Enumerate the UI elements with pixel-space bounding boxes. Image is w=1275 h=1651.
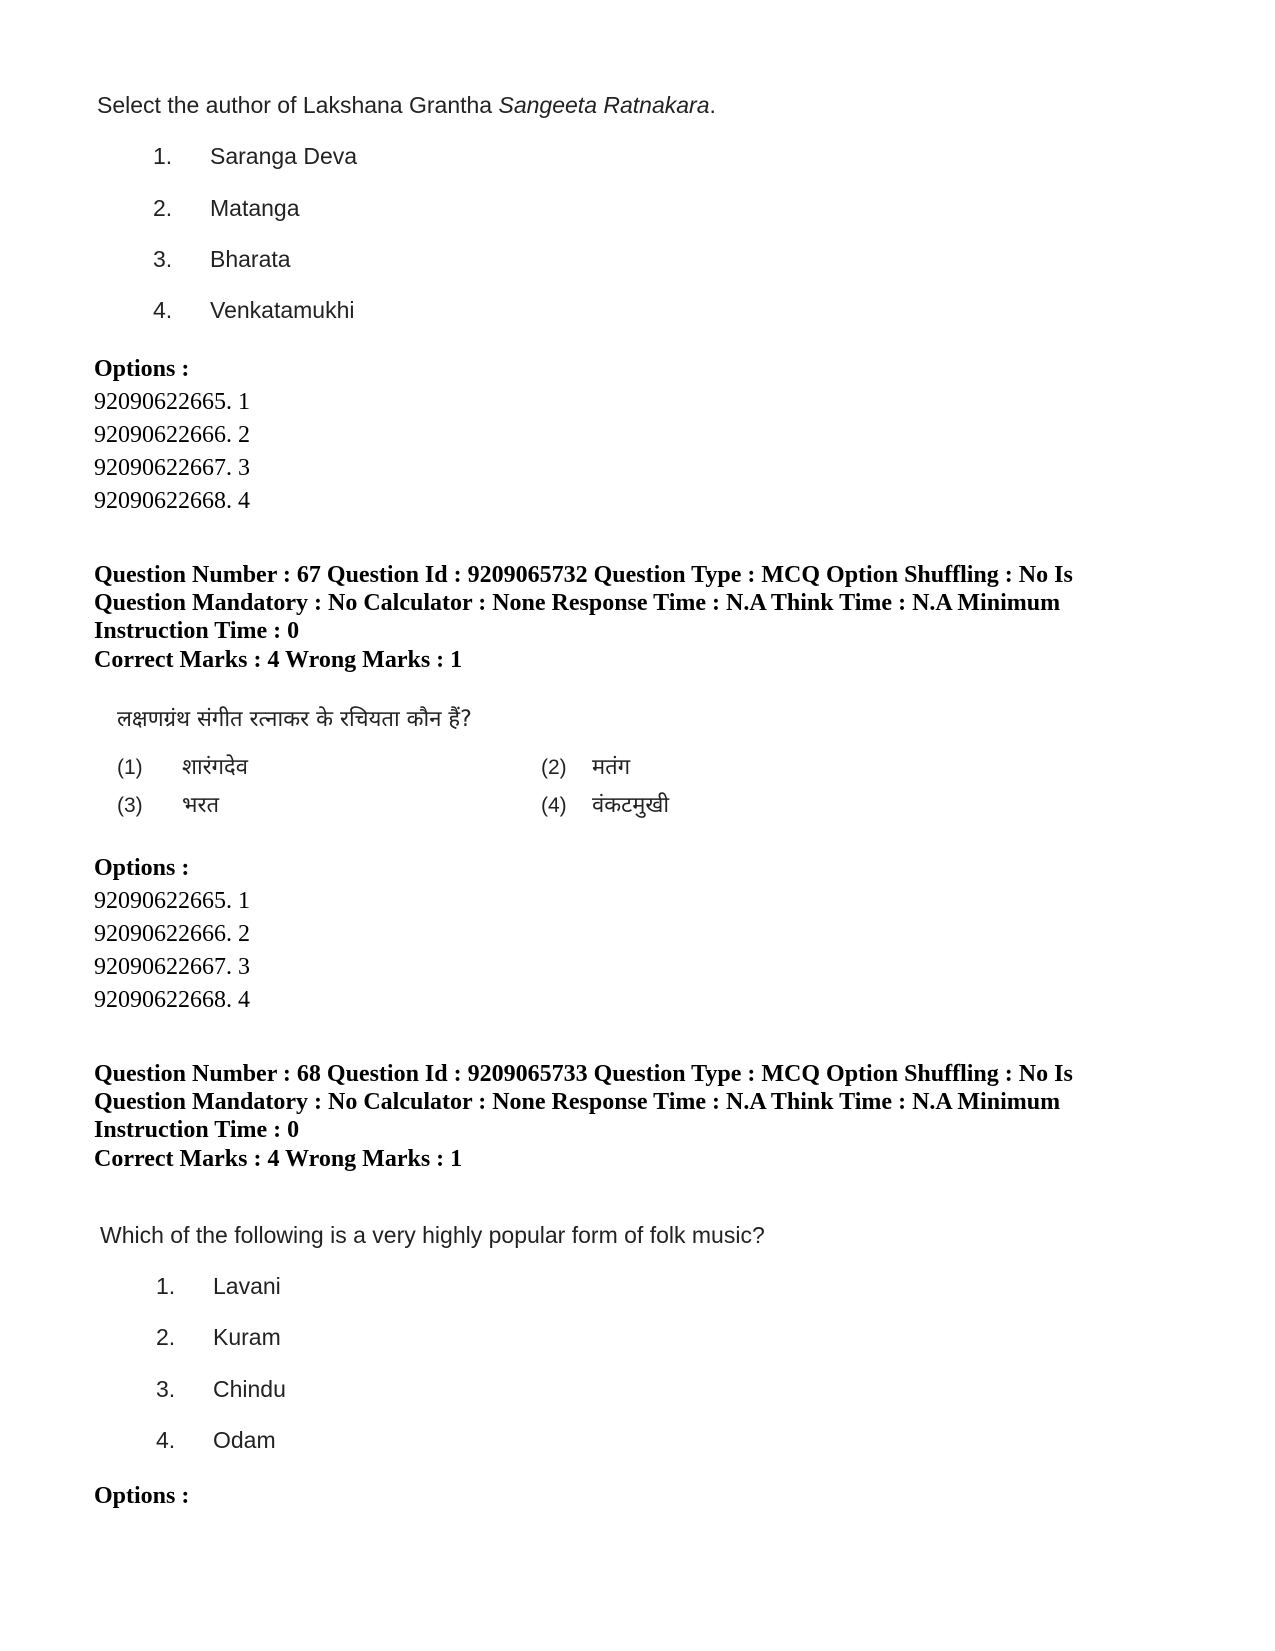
option-row: 92090622666. 2: [94, 422, 250, 448]
option-row: 92090622667. 3: [94, 954, 250, 980]
q67-choice-3: (3) भरत: [117, 793, 220, 818]
q66-options-label: Options :: [94, 356, 190, 382]
option-row: 92090622667. 3: [94, 455, 250, 481]
q68-marks: Correct Marks : 4 Wrong Marks : 1: [94, 1146, 463, 1172]
option-row: 92090622665. 1: [94, 888, 250, 914]
q67-meta: Question Number : 67 Question Id : 9209065732 Question Type : MCQ Option Shuffling : No Is Question Mandatory : No Calculator : None Response Time : N.A Think Time : N.A Minimum Instruction Time : 0: [94, 562, 1073, 644]
q66-choice-1: 1. Saranga Deva: [153, 143, 358, 169]
q68-options-label: Options :: [94, 1483, 190, 1509]
option-row: 92090622666. 2: [94, 921, 250, 947]
q66-choice-4: 4. Venkatamukhi: [153, 297, 355, 323]
q66-choice-3: 3. Bharata: [153, 246, 291, 272]
option-row: 92090622668. 4: [94, 488, 250, 514]
q68-meta: Question Number : 68 Question Id : 9209065733 Question Type : MCQ Option Shuffling : No Is Question Mandatory : No Calculator : None Response Time : N.A Think Time : N.A Minimum Instruction Time : 0: [94, 1061, 1073, 1143]
q67-choice-4: (4) वंकटमुखी: [541, 793, 670, 818]
option-row: 92090622665. 1: [94, 389, 250, 415]
q68-choice-4: 4. Odam: [156, 1427, 276, 1453]
q66-choice-2: 2. Matanga: [153, 195, 300, 221]
q67-choice-1: (1) शारंगदेव: [117, 755, 248, 780]
q68-stem: Which of the following is a very highly popular form of folk music?: [100, 1222, 765, 1248]
q66-options-list: [94, 386, 250, 518]
q67-options-label: Options :: [94, 855, 190, 881]
q67-options-list: [94, 885, 250, 1017]
option-row: 92090622668. 4: [94, 987, 250, 1013]
q67-stem: लक्षणग्रंथ संगीत रत्नाकर के रचियता कौन हैं?: [117, 707, 472, 732]
q66-stem: Select the author of Lakshana Grantha Sangeeta Ratnakara.: [97, 92, 716, 118]
q68-choice-3: 3. Chindu: [156, 1376, 286, 1402]
q67-choice-2: (2) मतंग: [541, 755, 631, 780]
q68-choice-2: 2. Kuram: [156, 1324, 281, 1350]
q68-choice-1: 1. Lavani: [156, 1273, 281, 1299]
q67-marks: Correct Marks : 4 Wrong Marks : 1: [94, 647, 463, 673]
